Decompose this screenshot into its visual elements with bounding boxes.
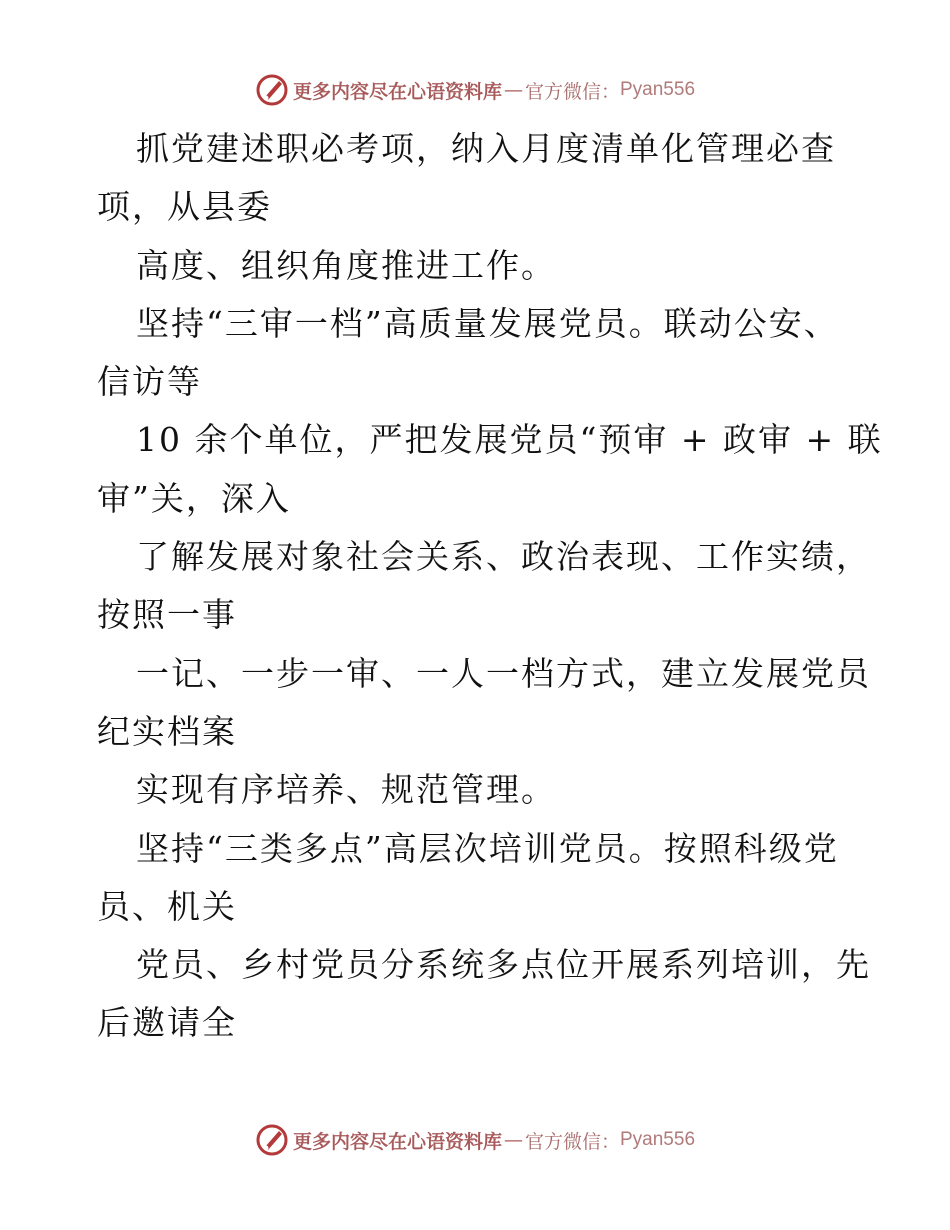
document-body (97, 120, 883, 1053)
watermark-id: Pyan556 (620, 1129, 696, 1150)
watermark-dash: — (503, 1129, 523, 1151)
text-line: 坚持“三类多点”高层次培训党员。按照科级党 (136, 828, 839, 868)
text-line: 抓党建述职必考项，纳入月度清单化管理必查 (136, 129, 836, 168)
watermark-brand: 更多内容尽在心语资料库 (292, 1130, 502, 1153)
pen-logo-icon (255, 73, 289, 107)
text-line: 了解发展对象社会关系、政治表现、工作实绩， (136, 537, 871, 577)
text-line: 实现有序培养、规范管理。 (136, 770, 556, 810)
text-line: 党员、乡村党员分系统多点位开展系列培训，先 (136, 945, 871, 985)
header-watermark (0, 70, 950, 110)
text-line: 后邀请全 (97, 1003, 237, 1043)
watermark-label: 官方微信： (524, 1130, 620, 1153)
pen-logo-icon (255, 1123, 289, 1157)
text-line: 一记、一步一审、一人一档方式，建立发展党员 (136, 653, 871, 693)
watermark-dash: — (503, 79, 523, 101)
footer-watermark (0, 1120, 950, 1160)
text-line: 项，从县委 (97, 187, 272, 227)
watermark-id: Pyan556 (620, 79, 696, 100)
text-line: 信访等 (97, 362, 202, 402)
text-line: 审”关，深入 (97, 478, 291, 518)
text-line: 坚持“三审一档”高质量发展党员。联动公安、 (136, 303, 839, 343)
watermark-brand: 更多内容尽在心语资料库 (292, 80, 502, 103)
text-line: 高度、组织角度推进工作。 (136, 245, 556, 285)
text-line: 按照一事 (97, 595, 237, 635)
text-line: 员、机关 (97, 886, 237, 926)
watermark-label: 官方微信： (524, 80, 620, 103)
text-line: 10 余个单位，严把发展党员“预审 + 政审 + 联 (136, 420, 883, 460)
text-line: 纪实档案 (97, 711, 237, 751)
